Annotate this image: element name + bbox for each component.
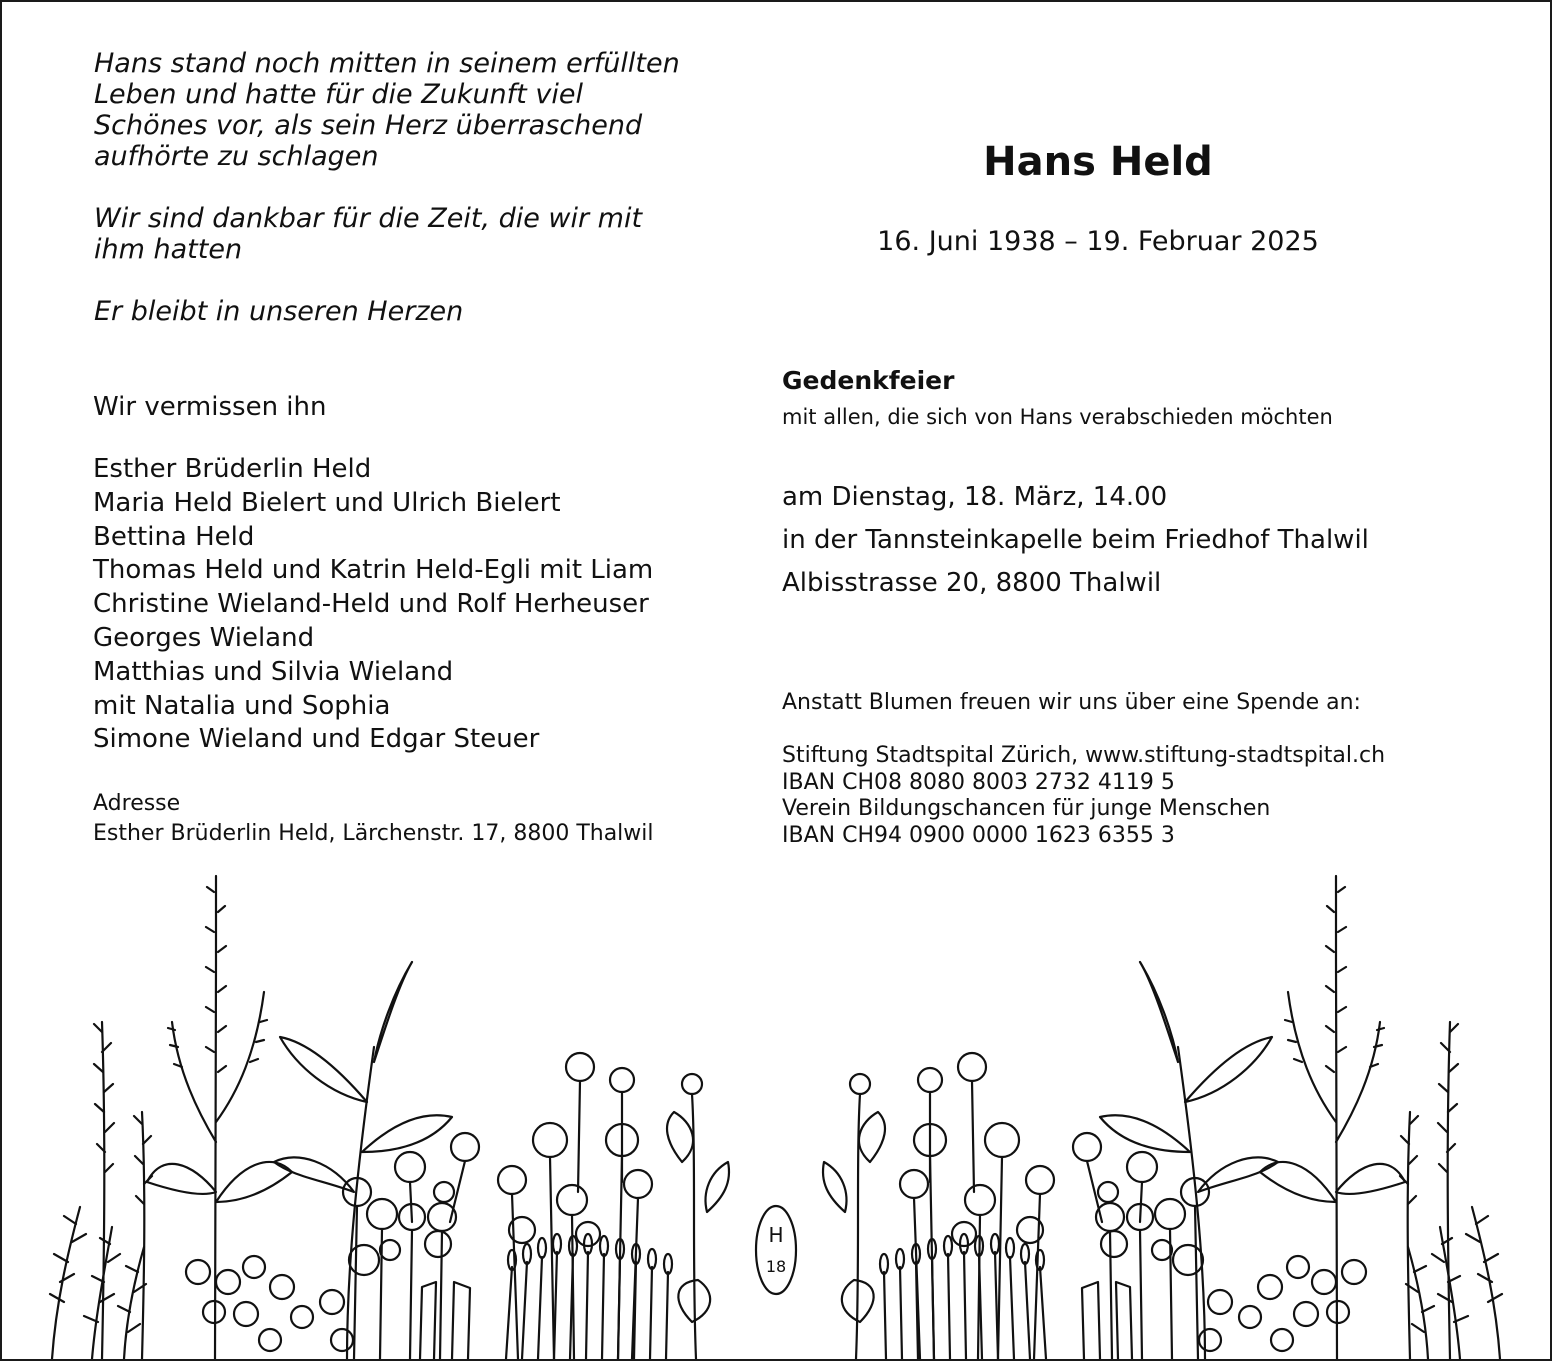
mourner-name: Georges Wieland <box>93 622 315 653</box>
donation-line: Stiftung Stadtspital Zürich, www.stiftung-stadtspital.ch <box>782 743 1386 768</box>
family-heading: Wir vermissen ihn <box>93 392 327 422</box>
mourners-list <box>93 453 653 757</box>
poem-line: Wir sind dankbar für die Zeit, die wir mit <box>94 203 643 234</box>
leafy-shrub-icon <box>274 962 452 1359</box>
ceremony-subtitle: mit allen, die sich von Hans verabschieden möchten <box>782 405 1333 429</box>
fence-posts-icon <box>420 1282 470 1359</box>
address-label: Adresse <box>93 791 181 816</box>
garden-half-right <box>823 876 1502 1359</box>
deceased-name: Hans Held <box>983 139 1213 185</box>
mourner-name: Esther Brüderlin Held <box>93 454 372 484</box>
poem-line: Hans stand noch mitten in seinem erfüllten <box>94 48 680 79</box>
donation-intro: Anstatt Blumen freuen wir uns über eine Spende an: <box>782 690 1361 715</box>
mourner-name: Maria Held Bielert und Ulrich Bielert <box>93 487 561 518</box>
monogram-number: 18 <box>765 1257 787 1276</box>
life-dates: 16. Juni 1938 – 19. Februar 2025 <box>877 226 1319 257</box>
umbel-flower-icon <box>498 1123 652 1359</box>
ceremony-location: in der Tannsteinkapelle beim Friedhof Thalwil <box>782 525 1369 555</box>
mourner-name: Thomas Held und Katrin Held-Egli mit Liam <box>93 555 654 586</box>
mourner-name: Christine Wieland-Held und Rolf Herheuser <box>93 589 649 620</box>
mourner-name: Bettina Held <box>93 521 255 552</box>
poem-line: Er bleibt in unseren Herzen <box>94 296 464 327</box>
ceremony-address: Albisstrasse 20, 8800 Thalwil <box>782 568 1162 598</box>
monogram-letter: H <box>768 1223 784 1247</box>
donation-details <box>782 743 1385 849</box>
broad-leaf-icon <box>667 1112 729 1322</box>
memorial-poem <box>94 48 734 327</box>
poem-line: Schönes vor, als sein Herz überraschend <box>94 110 643 141</box>
artist-monogram <box>756 1206 796 1294</box>
mourner-name: Matthias und Silvia Wieland <box>93 656 454 687</box>
low-flowers-icon <box>186 1256 353 1351</box>
mourner-name: Simone Wieland und Edgar Steuer <box>93 724 540 755</box>
donation-line: IBAN CH08 8080 8003 2732 4119 5 <box>782 769 1175 795</box>
round-flower-icon <box>343 1133 479 1359</box>
donation-line: IBAN CH94 0900 0000 1623 6355 3 <box>782 822 1175 848</box>
heather-icon <box>50 1207 146 1359</box>
poem-line: ihm hatten <box>94 234 243 265</box>
ceremony-title: Gedenkfeier <box>782 366 955 395</box>
donation-line: Verein Bildungschancen für junge Menschen <box>782 796 1271 821</box>
garden-half-left <box>50 876 729 1359</box>
family-address: Esther Brüderlin Held, Lärchenstr. 17, 8800 Thalwil <box>93 821 654 846</box>
mourner-name: mit Natalia und Sophia <box>93 690 391 721</box>
poem-line: Leben und hatte für die Zukunft viel <box>94 79 583 110</box>
poem-line: aufhörte zu schlagen <box>94 141 379 172</box>
ceremony-date: am Dienstag, 18. März, 14.00 <box>782 482 1168 512</box>
flower-garden-illustration <box>2 862 1550 1359</box>
grass-row-icon <box>506 1234 672 1359</box>
